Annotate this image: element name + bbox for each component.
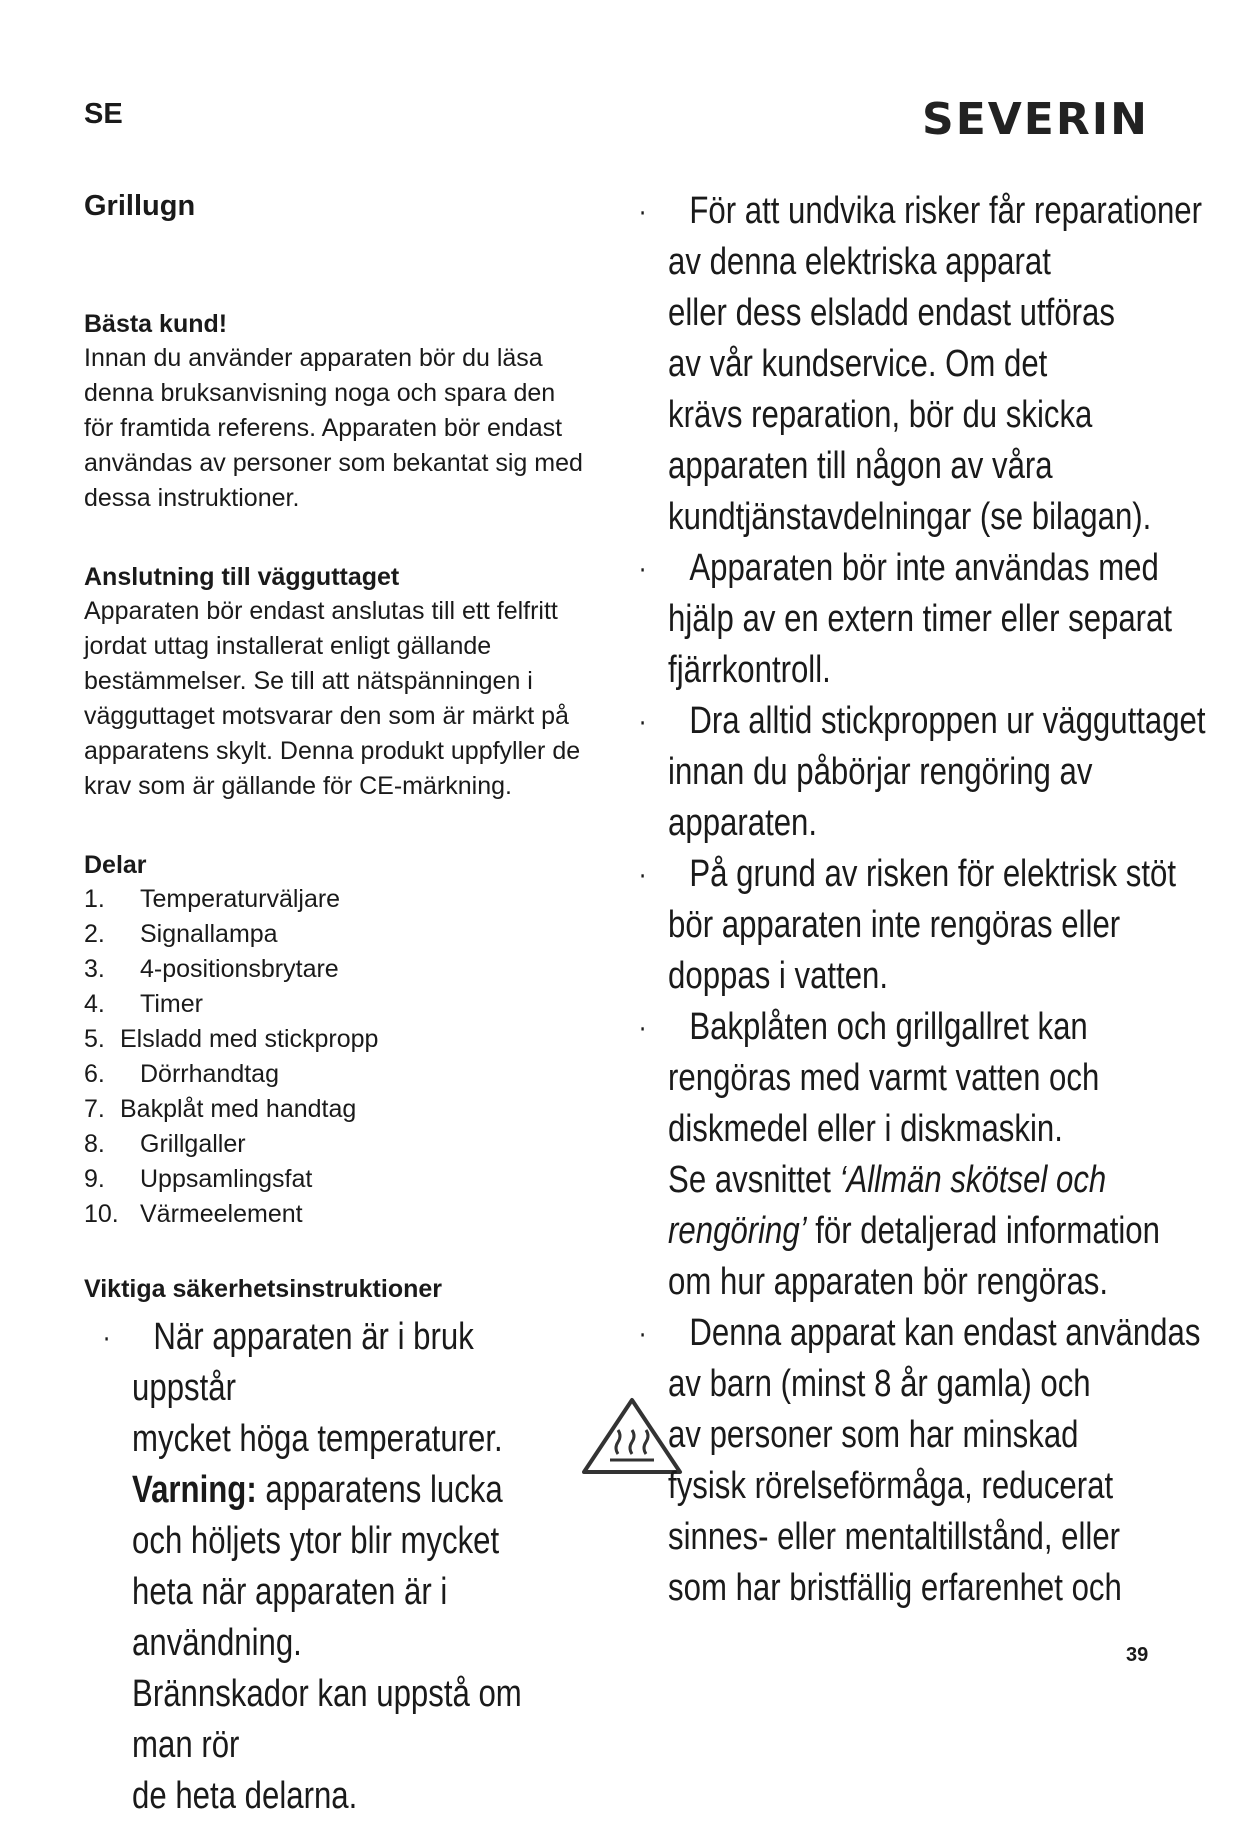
section-reference: rengöring’ — [668, 1210, 807, 1252]
repair-bullet — [638, 186, 1210, 543]
text-line: hjälp av en extern timer eller separat — [668, 598, 1173, 640]
parts-item — [84, 1127, 624, 1162]
connection-line: vägguttaget motsvarar den som är märkt på — [84, 702, 569, 730]
text-line — [668, 1155, 1210, 1206]
left-column — [84, 190, 624, 1822]
text-line: apparaten till någon av våra — [668, 445, 1053, 487]
text-line: av denna elektriska apparat — [668, 241, 1051, 283]
intro-line: Innan du använder apparaten bör du läsa — [84, 344, 543, 372]
parts-item — [84, 1092, 624, 1127]
connection-line: apparatens skylt. Denna produkt uppfyller de — [84, 737, 581, 765]
text-line: sinnes- eller mentaltillstånd, eller — [668, 1516, 1121, 1558]
bullet-dot: · — [638, 858, 647, 891]
parts-list — [84, 882, 624, 1232]
connection-line: Apparaten bör endast anslutas till ett felfritt — [84, 597, 558, 625]
intro-heading: Bästa kund! — [84, 310, 228, 338]
text-line: av personer som har minskad — [668, 1414, 1079, 1456]
shock-bullet — [638, 849, 1210, 1002]
parts-item-number: 6. — [84, 1060, 105, 1088]
parts-item — [84, 1197, 624, 1232]
text-line: apparaten. — [668, 802, 818, 844]
parts-section — [84, 848, 624, 1232]
right-column — [638, 186, 1210, 1614]
intro-line: denna bruksanvisning noga och spara den — [84, 379, 556, 407]
section-reference: ‘Allmän skötsel och — [839, 1159, 1107, 1201]
warning-line — [114, 1465, 554, 1516]
parts-item-number: 3. — [84, 955, 105, 983]
parts-item — [84, 1057, 624, 1092]
parts-item-number: 10. — [84, 1200, 119, 1228]
parts-item-number: 7. — [84, 1095, 105, 1123]
parts-item-label: Grillgaller — [140, 1130, 246, 1158]
connection-line: jordat uttag installerat enligt gällande — [84, 632, 492, 660]
connection-line: krav som är gällande för CE-märkning. — [84, 772, 512, 800]
text-line: fjärrkontroll. — [668, 649, 831, 691]
text-line: På grund av risken för elektrisk stöt — [689, 853, 1177, 895]
text-line: Dra alltid stickproppen ur vägguttaget — [689, 700, 1206, 742]
text-line: bör apparaten inte rengöras eller — [668, 904, 1121, 946]
text-line: När apparaten är i bruk uppstår — [132, 1316, 474, 1409]
bullet-item — [102, 1312, 554, 1414]
parts-item-label: Värmeelement — [140, 1200, 303, 1228]
cleaning-bullet — [638, 1002, 1210, 1308]
intro-line: användas av personer som bekantat sig med — [84, 449, 583, 477]
see-suffix: för detaljerad information — [806, 1210, 1160, 1252]
text-line: om hur apparaten bör rengöras. — [668, 1261, 1109, 1303]
parts-item-number: 5. — [84, 1025, 105, 1053]
children-bullet — [638, 1308, 1210, 1614]
document-title: Grillugn — [84, 190, 196, 222]
parts-item — [84, 1162, 624, 1197]
warning-label: Varning: — [132, 1469, 257, 1511]
hot-surface-warning — [102, 1312, 554, 1822]
intro-line: för framtida referens. Apparaten bör endast — [84, 414, 563, 442]
bullet-dot: · — [638, 552, 647, 585]
connection-heading: Anslutning till vägguttaget — [84, 563, 400, 591]
text-line: diskmedel eller i diskmaskin. — [668, 1108, 1063, 1150]
connection-line: bestämmelser. Se till att nätspänningen i — [84, 667, 533, 695]
text-line: Bakplåten och grillgallret kan — [689, 1006, 1088, 1048]
page-number: 39 — [1126, 1644, 1149, 1666]
intro-line: dessa instruktioner. — [84, 484, 300, 512]
text-line: mycket höga temperaturer. — [132, 1418, 503, 1460]
bullet-dot: · — [102, 1321, 111, 1354]
safety-instructions-continued — [638, 186, 1210, 1614]
bullet-dot: · — [638, 705, 647, 738]
brand-logo: SEVERIN — [922, 94, 1149, 145]
parts-item-label: Temperaturväljare — [140, 885, 341, 913]
parts-item-number: 9. — [84, 1165, 105, 1193]
bullet-dot: · — [638, 1011, 647, 1044]
text-line: För att undvika risker får reparationer — [689, 190, 1202, 232]
bullet-dot: · — [638, 1317, 647, 1350]
text-line: innan du påbörjar rengöring av — [668, 751, 1093, 793]
intro-section — [84, 307, 624, 516]
parts-item-label: Bakplåt med handtag — [120, 1095, 357, 1123]
bullet-dot: · — [638, 195, 647, 228]
text-line: Apparaten bör inte användas med — [689, 547, 1159, 589]
text-line: av vår kundservice. Om det — [668, 343, 1048, 385]
text-line: rengöras med varmt vatten och — [668, 1057, 1100, 1099]
text-line — [668, 1206, 1210, 1257]
parts-item-number: 1. — [84, 885, 105, 913]
hot-surface-text — [102, 1312, 554, 1822]
text-line: krävs reparation, bör du skicka — [668, 394, 1093, 436]
parts-item-number: 2. — [84, 920, 105, 948]
text-line: fysisk rörelseförmåga, reducerat — [668, 1465, 1114, 1507]
parts-item-label: 4-positionsbrytare — [140, 955, 339, 983]
parts-item-label: Dörrhandtag — [140, 1060, 279, 1088]
parts-item — [84, 987, 624, 1022]
parts-item-number: 8. — [84, 1130, 105, 1158]
see-prefix: Se avsnittet — [668, 1159, 840, 1201]
text-line: kundtjänstavdelningar (se bilagan). — [668, 496, 1152, 538]
text-line: som har bristfällig erfarenhet och — [668, 1567, 1122, 1609]
parts-item — [84, 1022, 624, 1057]
text-line: Denna apparat kan endast användas — [689, 1312, 1201, 1354]
parts-item-number: 4. — [84, 990, 105, 1018]
parts-item-label: Timer — [140, 990, 203, 1018]
parts-item — [84, 952, 624, 987]
timer-bullet — [638, 543, 1210, 696]
parts-item-label: Elsladd med stickpropp — [120, 1025, 379, 1053]
parts-item-label: Uppsamlingsfat — [140, 1165, 313, 1193]
text-line: heta när apparaten är i användning. — [132, 1571, 448, 1664]
parts-item — [84, 917, 624, 952]
connection-section — [84, 560, 624, 804]
parts-heading: Delar — [84, 851, 147, 879]
text-line: eller dess elsladd endast utföras — [668, 292, 1115, 334]
parts-item-label: Signallampa — [140, 920, 278, 948]
safety-heading: Viktiga säkerhetsinstruktioner — [84, 1275, 443, 1303]
unplug-bullet — [638, 696, 1210, 849]
text-line: Brännskador kan uppstå om man rör — [132, 1673, 522, 1766]
text-line: av barn (minst 8 år gamla) och — [668, 1363, 1091, 1405]
text-line: de heta delarna. — [132, 1775, 358, 1817]
language-code: SE — [84, 98, 123, 130]
text-line: apparatens lucka — [256, 1469, 503, 1511]
text-line: doppas i vatten. — [668, 955, 889, 997]
text-line: och höljets ytor blir mycket — [132, 1520, 500, 1562]
parts-item — [84, 882, 624, 917]
